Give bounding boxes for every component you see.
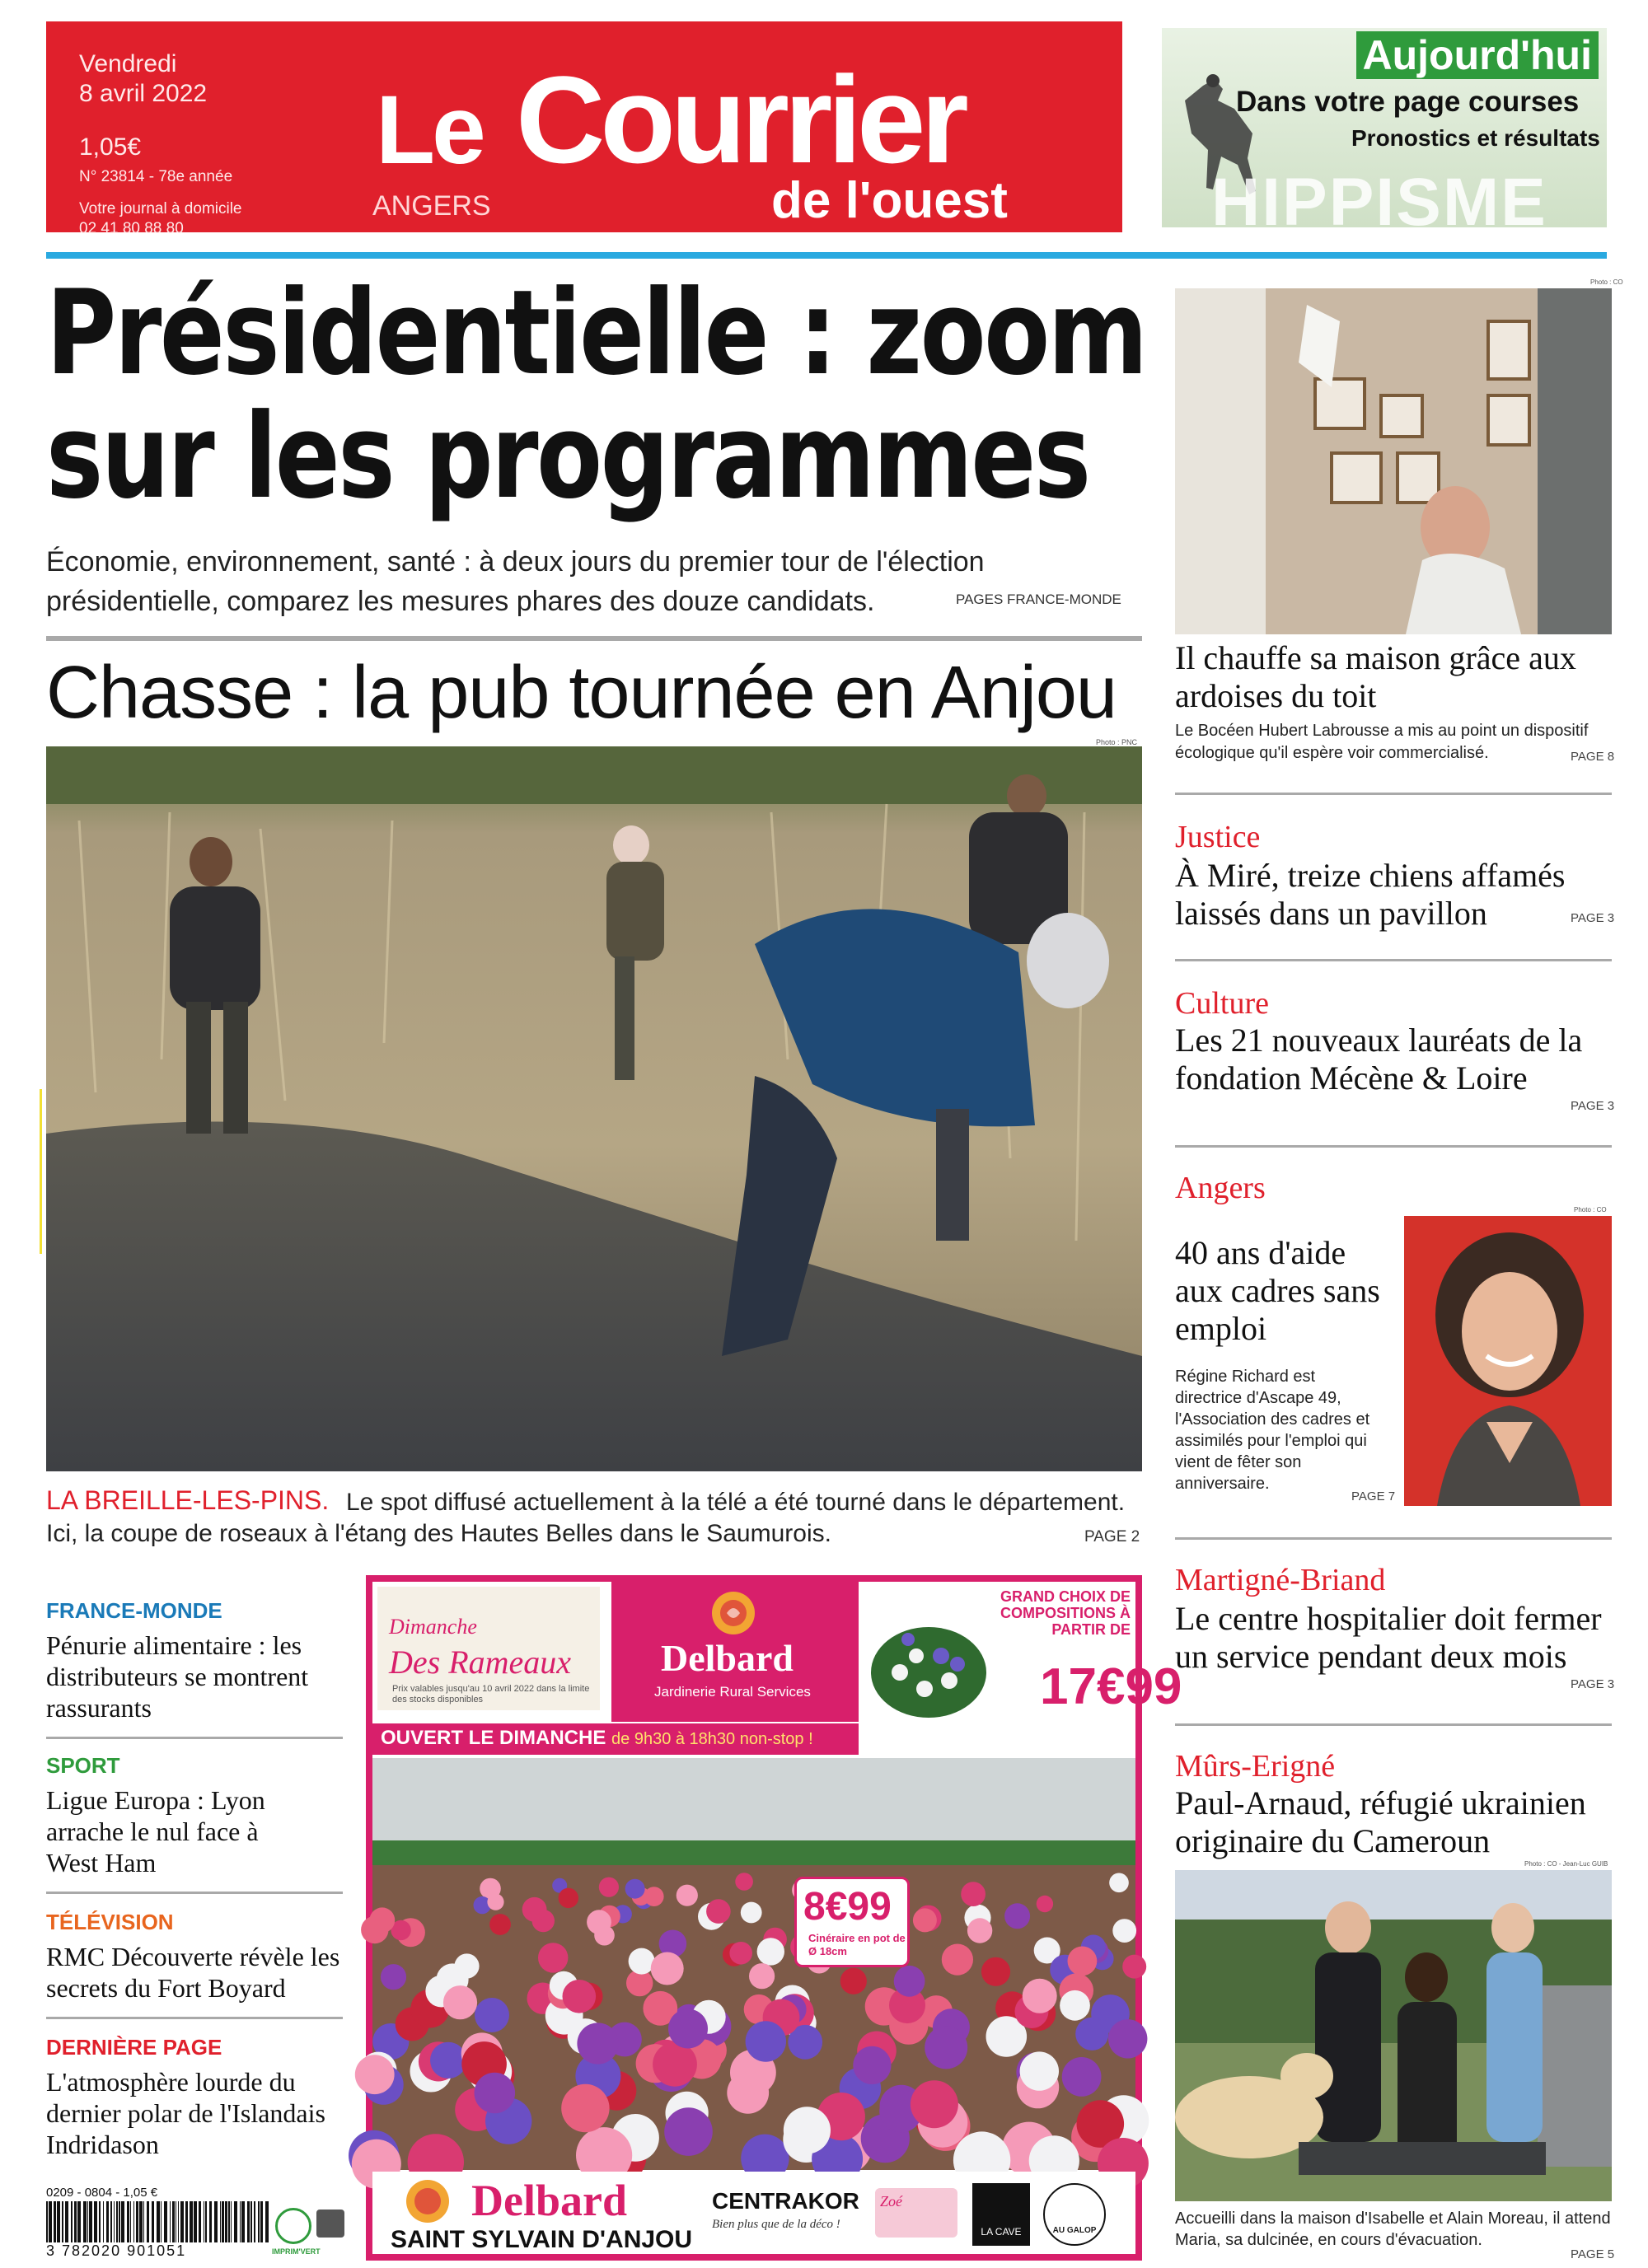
barcode-bar bbox=[99, 2201, 101, 2242]
flower-bloom bbox=[381, 1964, 406, 1990]
flower-bloom bbox=[369, 1907, 395, 1933]
flower-bloom bbox=[559, 1888, 578, 1908]
flower-bloom bbox=[664, 2107, 713, 2156]
hippisme-word: HIPPISME bbox=[1211, 165, 1547, 240]
masthead-title-courrier: Courrier bbox=[516, 50, 964, 189]
slate-photo-credit: Photo : CO bbox=[1590, 278, 1623, 286]
brief-headline-france-monde[interactable]: Pénurie alimentaire : les distributeurs se montrent rassurants bbox=[46, 1630, 309, 1723]
barcode-bar bbox=[87, 2201, 88, 2242]
barcode-bar bbox=[62, 2201, 63, 2242]
brief-kicker-television: TÉLÉVISION bbox=[46, 1910, 174, 1934]
brief-headline-television[interactable]: RMC Découverte révèle les secrets du Fort Boyard bbox=[46, 1942, 340, 2003]
culture-headline[interactable]: Les 21 nouveaux lauréats de la fondation Mécène & Loire bbox=[1175, 1022, 1583, 1097]
barcode-bar bbox=[180, 2201, 184, 2242]
flower-bloom bbox=[911, 2080, 958, 2128]
flower-bloom bbox=[625, 1879, 645, 1899]
masthead-home-delivery: Votre journal à domicile bbox=[79, 200, 242, 217]
flower-bloom bbox=[784, 2107, 831, 2153]
martigne-kicker: Martigné-Briand bbox=[1175, 1563, 1386, 1597]
barcode-bar bbox=[49, 2201, 52, 2242]
angers-page-ref[interactable]: PAGE 7 bbox=[1351, 1489, 1396, 1503]
flower-bloom bbox=[561, 2084, 609, 2132]
ad-validity: Prix valables jusqu'au 10 avril 2022 dans la limite des stocks disponibles bbox=[392, 1684, 590, 1705]
masthead-title-ouest: de l'ouest bbox=[771, 172, 1008, 229]
angers-kicker: Angers bbox=[1175, 1171, 1266, 1205]
barcode-bar bbox=[46, 2201, 48, 2242]
barcode-bar bbox=[133, 2201, 134, 2242]
flower-bloom bbox=[913, 1908, 937, 1932]
flower-bloom bbox=[653, 2042, 697, 2087]
flower-bloom bbox=[668, 2009, 708, 2049]
flower-bloom bbox=[1109, 1873, 1129, 1893]
flower-bloom bbox=[925, 2026, 967, 2069]
barcode-bar bbox=[103, 2201, 104, 2242]
barcode-bar bbox=[258, 2201, 260, 2242]
culture-page-ref[interactable]: PAGE 3 bbox=[1571, 1099, 1615, 1113]
flower-bloom bbox=[629, 1948, 655, 1975]
hunt-caption: Le spot diffusé actuellement à la télé a été tourné dans le département. bbox=[346, 1489, 1126, 1516]
masthead bbox=[46, 21, 1122, 237]
flower-bloom bbox=[487, 1894, 503, 1910]
flower-bloom bbox=[1060, 1990, 1090, 2021]
flower-bloom bbox=[1112, 1919, 1136, 1943]
barcode-bar bbox=[119, 2201, 120, 2242]
flower-bloom bbox=[1068, 1947, 1098, 1976]
barcode-bar bbox=[194, 2201, 197, 2242]
hippisme-today: Aujourd'hui bbox=[1356, 31, 1599, 79]
flower-bloom bbox=[757, 1938, 784, 1965]
flower-bloom bbox=[677, 1885, 698, 1906]
flower-bloom bbox=[967, 1918, 992, 1943]
masthead-date-text: 8 avril 2022 bbox=[79, 80, 208, 107]
flower-bloom bbox=[475, 1998, 509, 2032]
hippisme-line2: Pronostics et résultats bbox=[1351, 125, 1600, 151]
brief-headline-sport[interactable]: Ligue Europa : Lyon arrache le nul face à West Ham bbox=[46, 1785, 265, 1878]
flower-bloom bbox=[587, 1910, 611, 1934]
rose-logo-icon bbox=[709, 1588, 758, 1638]
flower-bloom bbox=[577, 2022, 618, 2064]
lead-headline[interactable]: Présidentielle : zoom sur les programmes bbox=[46, 265, 1146, 525]
flower-bloom bbox=[430, 2042, 466, 2079]
rule bbox=[1175, 1145, 1612, 1148]
ad-brand: Delbard bbox=[661, 1637, 794, 1679]
barcode-bar bbox=[228, 2201, 230, 2242]
flower-bloom bbox=[355, 2055, 395, 2094]
barcode-bar bbox=[114, 2201, 115, 2242]
barcode-bar bbox=[205, 2201, 207, 2242]
slate-page-ref[interactable]: PAGE 8 bbox=[1571, 750, 1615, 764]
la-cave-logo: LA CAVE bbox=[972, 2183, 1030, 2246]
ad-price-cineraire: 8€99 bbox=[803, 1885, 892, 1929]
flower-bloom bbox=[961, 1882, 986, 1906]
flower-bloom bbox=[1062, 2057, 1102, 2097]
flower-bloom bbox=[942, 1944, 973, 1976]
justice-page-ref[interactable]: PAGE 3 bbox=[1571, 911, 1615, 925]
ad-open-hours: de 9h30 à 18h30 non-stop ! bbox=[611, 1730, 813, 1748]
angers-summary: Régine Richard est directrice d'Ascape 49, l'Association des cadres et assimilés pour l'emploi qui vient de fêter son anniversaire. bbox=[1175, 1368, 1370, 1493]
flower-bloom bbox=[735, 1873, 753, 1891]
flower-bloom bbox=[651, 1952, 684, 1985]
barcode-bar bbox=[152, 2201, 154, 2242]
barcode-bar bbox=[161, 2201, 162, 2242]
hunt-photo-credit: Photo : PNC bbox=[1096, 738, 1138, 746]
barcode-bar bbox=[225, 2201, 227, 2242]
ad-rameaux-box bbox=[377, 1587, 600, 1710]
brief-kicker-derniere-page: DERNIÈRE PAGE bbox=[46, 2035, 222, 2060]
imprim-vert-label: IMPRIM'VERT bbox=[272, 2247, 321, 2256]
barcode-bar bbox=[143, 2201, 144, 2242]
barcode-bar bbox=[260, 2201, 263, 2242]
barcode-bar bbox=[127, 2201, 129, 2242]
barcode-bar bbox=[254, 2201, 255, 2242]
ad-dimanche: Dimanche bbox=[389, 1615, 477, 1639]
barcode-bar bbox=[65, 2201, 68, 2242]
ad-open-label: OUVERT LE DIMANCHE bbox=[381, 1727, 606, 1749]
barcode-bar bbox=[222, 2201, 224, 2242]
lead-deck: Économie, environnement, santé : à deux jours du premier tour de l'élection présidentielle, comparez les mesures phares des douze candidats. bbox=[46, 546, 985, 617]
murs-photo[interactable] bbox=[1175, 1870, 1612, 2201]
barcode-bar bbox=[231, 2201, 232, 2242]
barcode-bar bbox=[136, 2201, 138, 2242]
flower-bloom bbox=[599, 1878, 619, 1897]
murs-photo-credit: Photo : CO - Jean-Luc GUIB bbox=[1524, 1860, 1608, 1868]
rule bbox=[1175, 1537, 1612, 1540]
hunt-caption-place: LA BREILLE-LES-PINS. bbox=[46, 1485, 330, 1515]
barcode-bar bbox=[164, 2201, 167, 2242]
barcode-bar bbox=[57, 2201, 60, 2242]
masthead-title-le: Le bbox=[376, 76, 483, 185]
delbard-advertisement[interactable] bbox=[366, 1575, 1182, 2261]
brief-kicker-france-monde: FRANCE-MONDE bbox=[46, 1598, 222, 1623]
angers-headline[interactable]: 40 ans d'aide aux cadres sans emploi bbox=[1175, 1234, 1380, 1347]
barcode-bar bbox=[54, 2201, 56, 2242]
flower-bloom bbox=[522, 1897, 547, 1922]
barcode-bar bbox=[178, 2201, 179, 2242]
hippisme-promo[interactable] bbox=[1162, 28, 1607, 240]
lead-divider bbox=[46, 636, 1142, 641]
ad-rameaux: Des Rameaux bbox=[389, 1644, 572, 1681]
barcode-bar bbox=[185, 2201, 188, 2242]
centrakor-tagline: Bien plus que de la déco ! bbox=[712, 2218, 840, 2231]
imprim-vert-icon bbox=[275, 2208, 311, 2244]
barcode-bar bbox=[220, 2201, 221, 2242]
barcode-digits: 3 782020 901051 bbox=[46, 2242, 187, 2259]
flower-bloom bbox=[1075, 2018, 1108, 2051]
barcode-bar bbox=[121, 2201, 124, 2242]
barcode-bar bbox=[240, 2201, 241, 2242]
ad-brand-box bbox=[611, 1582, 859, 1722]
ad-cineraire-price-box bbox=[794, 1877, 910, 1967]
flower-bloom bbox=[749, 1963, 775, 1989]
rule bbox=[46, 2017, 343, 2019]
rule bbox=[46, 1737, 343, 1739]
flower-bloom bbox=[563, 1980, 597, 2013]
slate-summary: Le Bocéen Hubert Labrousse a mis au point un dispositif écologique qu'il espère voir commercialisé. bbox=[1175, 722, 1589, 762]
flower-bloom bbox=[1122, 1955, 1146, 1979]
barcode-bar bbox=[157, 2201, 160, 2242]
flower-bloom bbox=[981, 1957, 1010, 1986]
barcode-bar bbox=[265, 2201, 269, 2242]
justice-headline[interactable]: À Miré, treize chiens affamés laissés dans un pavillon bbox=[1175, 857, 1566, 932]
barcode-bar bbox=[89, 2201, 92, 2242]
murs-caption: Accueilli dans la maison d'Isabelle et Alain Moreau, il attend Maria, sa dulcinée, en cours d'évacuation. bbox=[1175, 2210, 1611, 2249]
barcode-bar bbox=[139, 2201, 143, 2242]
flower-bloom bbox=[538, 1943, 568, 1972]
ad-price-compositions: 17€99 bbox=[1040, 1658, 1182, 1715]
flower-bloom bbox=[729, 1942, 752, 1965]
flower-bloom bbox=[727, 2072, 769, 2114]
brief-headline-derniere-page[interactable]: L'atmosphère lourde du dernier polar de l'Islandais Indridason bbox=[46, 2067, 325, 2159]
top-divider bbox=[46, 252, 1607, 259]
murs-page-ref[interactable]: PAGE 5 bbox=[1571, 2247, 1615, 2261]
barcode-bar bbox=[247, 2201, 250, 2242]
barcode-bar bbox=[147, 2201, 149, 2242]
barcode-bar bbox=[77, 2201, 81, 2242]
masthead-day: Vendredi bbox=[79, 50, 177, 77]
certification-icon bbox=[316, 2210, 344, 2238]
barcode-bar bbox=[130, 2201, 131, 2242]
flower-bloom bbox=[443, 1985, 477, 2019]
flower-bloom bbox=[894, 1966, 925, 1997]
rule bbox=[1175, 959, 1612, 961]
murs-kicker: Mûrs-Erigné bbox=[1175, 1749, 1336, 1784]
barcode-bar bbox=[170, 2201, 171, 2242]
rule bbox=[1175, 793, 1612, 795]
barcode-bar bbox=[250, 2201, 252, 2242]
barcode-code: 0209 - 0804 - 1,05 € bbox=[46, 2186, 158, 2200]
barcode-bar bbox=[241, 2201, 245, 2242]
masthead-price: 1,05€ bbox=[79, 133, 142, 161]
margin-stripe bbox=[40, 1089, 42, 1254]
flower-bloom bbox=[454, 1953, 479, 1978]
martigne-headline[interactable]: Le centre hospitalier doit fermer un service pendant deux mois bbox=[1175, 1600, 1602, 1675]
au-galop-logo: AU GALOP bbox=[1043, 2183, 1106, 2246]
justice-kicker: Justice bbox=[1175, 820, 1261, 854]
lead-page-ref[interactable]: PAGES FRANCE-MONDE bbox=[956, 592, 1121, 607]
masthead-phone: 02 41 80 88 80 bbox=[79, 220, 184, 237]
rose-logo-icon bbox=[391, 2177, 465, 2226]
murs-headline[interactable]: Paul-Arnaud, réfugié ukrainien originaire du Cameroun bbox=[1175, 1784, 1586, 1859]
rule bbox=[1175, 1723, 1612, 1726]
barcode-bar bbox=[94, 2201, 97, 2242]
martigne-page-ref[interactable]: PAGE 3 bbox=[1571, 1677, 1615, 1691]
masthead-city: ANGERS bbox=[372, 190, 491, 222]
barcode-bar bbox=[110, 2201, 112, 2242]
flower-bloom bbox=[706, 1899, 731, 1924]
barcode-bar bbox=[199, 2201, 201, 2242]
angers-portrait[interactable] bbox=[1404, 1216, 1612, 1506]
flower-bloom bbox=[1020, 2051, 1059, 2090]
culture-kicker: Culture bbox=[1175, 986, 1269, 1021]
flower-bloom bbox=[1037, 1896, 1053, 1912]
barcode-bar bbox=[83, 2201, 87, 2242]
flower-bloom bbox=[746, 2021, 786, 2061]
angers-photo-credit: Photo : CO bbox=[1574, 1206, 1607, 1213]
ad-footer bbox=[372, 2172, 1135, 2254]
barcode-bar bbox=[209, 2201, 212, 2242]
ad-brand-sub: Jardinerie Rural Services bbox=[654, 1684, 811, 1700]
rule bbox=[46, 1892, 343, 1894]
barcode-bar bbox=[190, 2201, 193, 2242]
hunt-page-ref[interactable]: PAGE 2 bbox=[1084, 1528, 1140, 1546]
slate-headline[interactable]: Il chauffe sa maison grâce aux ardoises du toit bbox=[1175, 639, 1576, 714]
ad-price-cineraire-sub: Cinéraire en pot de Ø 18cm bbox=[808, 1932, 906, 1957]
barcode-bar bbox=[106, 2201, 109, 2242]
brief-kicker-sport: SPORT bbox=[46, 1753, 120, 1778]
ad-footer-city: SAINT SYLVAIN D'ANJOU bbox=[391, 2226, 693, 2253]
barcode-bar bbox=[234, 2201, 237, 2242]
masthead-date bbox=[79, 49, 207, 109]
ad-footer-brand: Delbard bbox=[471, 2176, 627, 2225]
ad-compositions-text: GRAND CHOIX DE COMPOSITIONS À PARTIR DE bbox=[1000, 1588, 1131, 1638]
flower-bloom bbox=[840, 1968, 867, 1994]
centrakor-logo: CENTRAKOR bbox=[712, 2188, 859, 2214]
flower-bloom bbox=[475, 2073, 516, 2114]
barcode-bar bbox=[172, 2201, 175, 2242]
flower-bloom bbox=[741, 1902, 762, 1924]
hunt-photo[interactable] bbox=[46, 746, 1142, 1471]
masthead-issue: N° 23814 - 78e année bbox=[79, 168, 233, 185]
ad-opening-banner bbox=[372, 1723, 859, 1755]
flower-bloom bbox=[1108, 2019, 1147, 2058]
hippisme-line1: Dans votre page courses bbox=[1236, 86, 1580, 118]
barcode-icon bbox=[46, 2201, 269, 2242]
flower-bloom bbox=[853, 2046, 891, 2084]
hunt-headline[interactable]: Chasse : la pub tournée en Anjou bbox=[46, 652, 1117, 734]
flower-bloom bbox=[1004, 1903, 1030, 1929]
flower-bloom bbox=[489, 1914, 511, 1935]
hunt-caption-line2: Ici, la coupe de roseaux à l'étang des Hautes Belles dans le Saumurois. bbox=[46, 1520, 831, 1547]
slate-photo[interactable] bbox=[1175, 288, 1612, 634]
barcode-bar bbox=[214, 2201, 218, 2242]
zoe-logo: Zoé bbox=[875, 2188, 957, 2238]
barcode-bar bbox=[71, 2201, 73, 2242]
barcode-bar bbox=[116, 2201, 118, 2242]
ad-flowers-photo bbox=[372, 1758, 1135, 2170]
barcode-bar bbox=[74, 2201, 77, 2242]
flower-bloom bbox=[1023, 1979, 1057, 2013]
